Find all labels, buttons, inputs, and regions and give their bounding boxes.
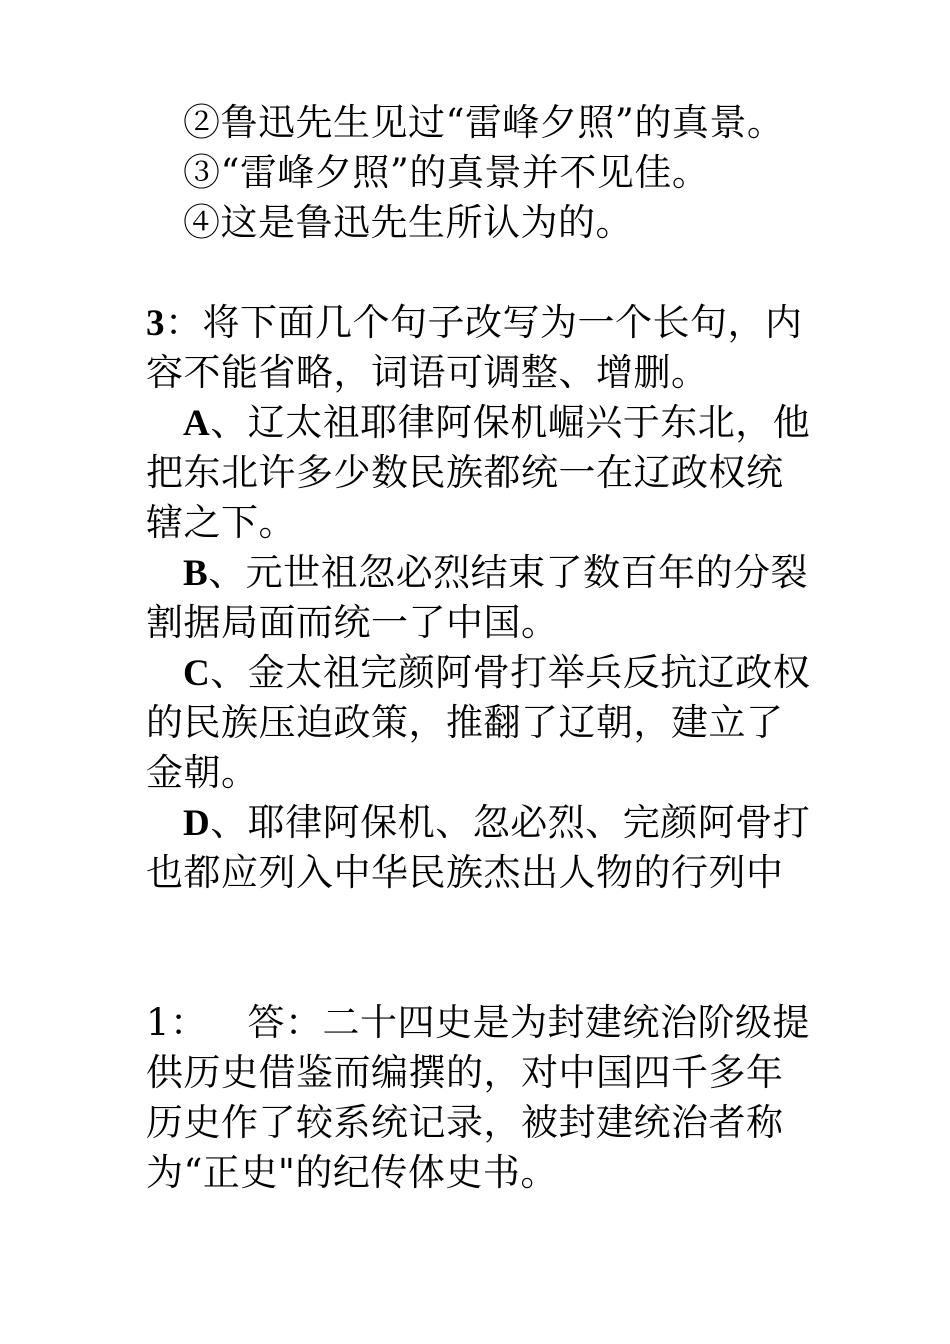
sentence-a-line-2: 把东北许多少数民族都统一在辽政权统 xyxy=(146,451,784,494)
sentence-a-line-3: 辖之下。 xyxy=(146,501,296,544)
question-3-prompt-line-1 xyxy=(146,298,803,348)
sentence-c-line-3: 金朝。 xyxy=(146,751,259,794)
sentence-d-line-2: 也都应列入中华民族杰出人物的行列中 xyxy=(146,851,784,894)
answer-1-line-4: 为“正史"的纪传体史书。 xyxy=(146,1151,558,1194)
answer-1-line-1 xyxy=(146,998,810,1048)
question-3-prompt-text: ：将下面几个句子改写为一个长句，内 xyxy=(165,301,803,344)
answer-colon: ： xyxy=(170,1001,208,1044)
statement-3: ③“雷峰夕照”的真景并不见佳。 xyxy=(183,151,710,194)
sentence-b-text: 、元世祖忽必烈结束了数百年的分裂 xyxy=(208,551,809,594)
sentence-d-label: D xyxy=(183,803,211,844)
answer-1-line-3: 历史作了较系统记录，被封建统治者称 xyxy=(146,1101,784,1144)
question-number: 3 xyxy=(146,303,165,344)
sentence-d-text: 、耶律阿保机、忽必烈、完颜阿骨打 xyxy=(210,801,811,844)
sentence-c-line-1 xyxy=(183,648,810,698)
statement-2: ②鲁迅先生见过“雷峰夕照”的真景。 xyxy=(183,101,785,144)
sentence-c-line-2: 的民族压迫政策，推翻了辽朝，建立了 xyxy=(146,701,784,744)
answer-number: 1 xyxy=(146,1001,171,1044)
statement-4: ④这是鲁迅先生所认为的。 xyxy=(183,201,633,244)
sentence-a-label: A xyxy=(183,403,211,444)
sentence-a-text: 、辽太祖耶律阿保机崛兴于东北，他 xyxy=(210,401,811,444)
sentence-b-line-1 xyxy=(183,548,808,598)
answer-1-line-2: 供历史借鉴而编撰的，对中国四千多年 xyxy=(146,1051,784,1094)
question-3-prompt-line-2: 容不能省略，词语可调整、增删。 xyxy=(146,351,709,394)
sentence-a-line-1 xyxy=(183,398,810,448)
sentence-c-label: C xyxy=(183,653,211,694)
sentence-b-label: B xyxy=(183,553,209,594)
sentence-b-line-2: 割据局面而统一了中国。 xyxy=(146,601,559,644)
sentence-c-text: 、金太祖完颜阿骨打举兵反抗辽政权 xyxy=(210,651,811,694)
answer-1-text: 答：二十四史是为封建统治阶级提 xyxy=(247,1001,811,1044)
sentence-d-line-1 xyxy=(183,798,810,848)
